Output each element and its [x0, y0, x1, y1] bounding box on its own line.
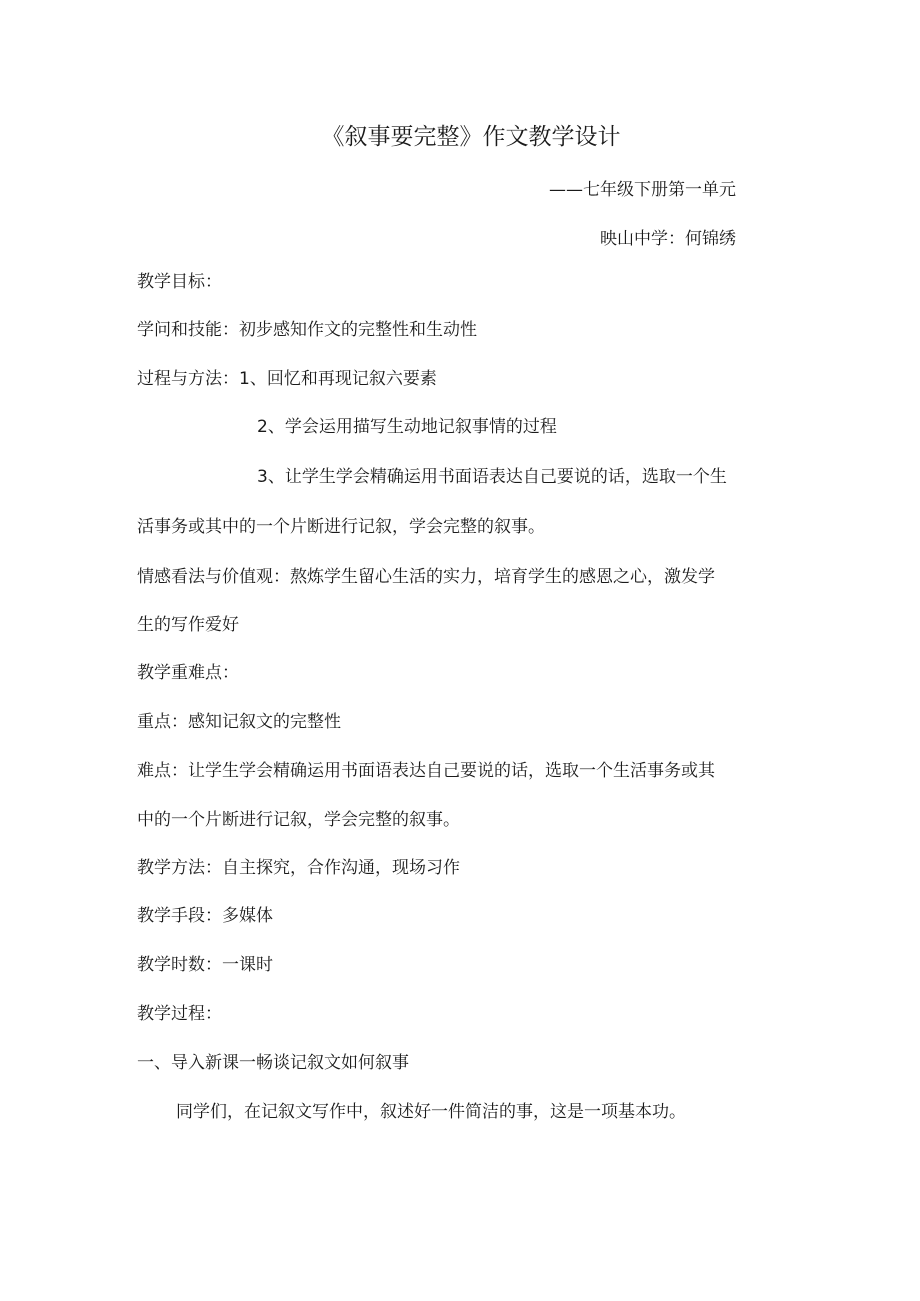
process-line-3b: 活事务或其中的一个片断进行记叙，学会完整的叙事。: [137, 517, 545, 537]
key-heading: 教学重难点：: [137, 663, 239, 683]
section-1-text: 同学们，在记叙文写作中，叙述好一件简洁的事，这是一项基本功。: [176, 1102, 686, 1122]
document-author: 映山中学：何锦绣: [600, 229, 736, 249]
goals-heading: 教学目标：: [137, 272, 222, 292]
difficulty-line-b: 中的一个片断进行记叙，学会完整的叙事。: [137, 810, 460, 830]
emotion-line-b: 生的写作爱好: [137, 615, 239, 635]
key-point-line: 重点：感知记叙文的完整性: [137, 712, 341, 732]
method-line: 教学方法：自主探究，合作沟通，现场习作: [137, 858, 460, 878]
emotion-line-a: 情感看法与价值观：熬炼学生留心生活的实力，培育学生的感恩之心，激发学: [137, 567, 715, 587]
document-subtitle: ——七年级下册第一单元: [549, 180, 736, 200]
document-title: 《叙事要完整》作文教学设计: [321, 124, 621, 150]
process-line-3a: 3、让学生学会精确运用书面语表达自己要说的话，选取一个生: [257, 467, 727, 487]
means-line: 教学手段：多媒体: [137, 906, 273, 926]
difficulty-line-a: 难点：让学生学会精确运用书面语表达自己要说的话，选取一个生活事务或其: [137, 761, 715, 781]
process-heading: 教学过程：: [137, 1004, 222, 1024]
process-line-1: 过程与方法：1、回忆和再现记叙六要素: [137, 369, 437, 389]
hours-line: 教学时数：一课时: [137, 955, 273, 975]
process-line-2: 2、学会运用描写生动地记叙事情的过程: [257, 417, 557, 437]
section-1-heading: 一、导入新课一畅谈记叙文如何叙事: [137, 1053, 409, 1073]
knowledge-line: 学问和技能：初步感知作文的完整性和生动性: [137, 320, 477, 340]
